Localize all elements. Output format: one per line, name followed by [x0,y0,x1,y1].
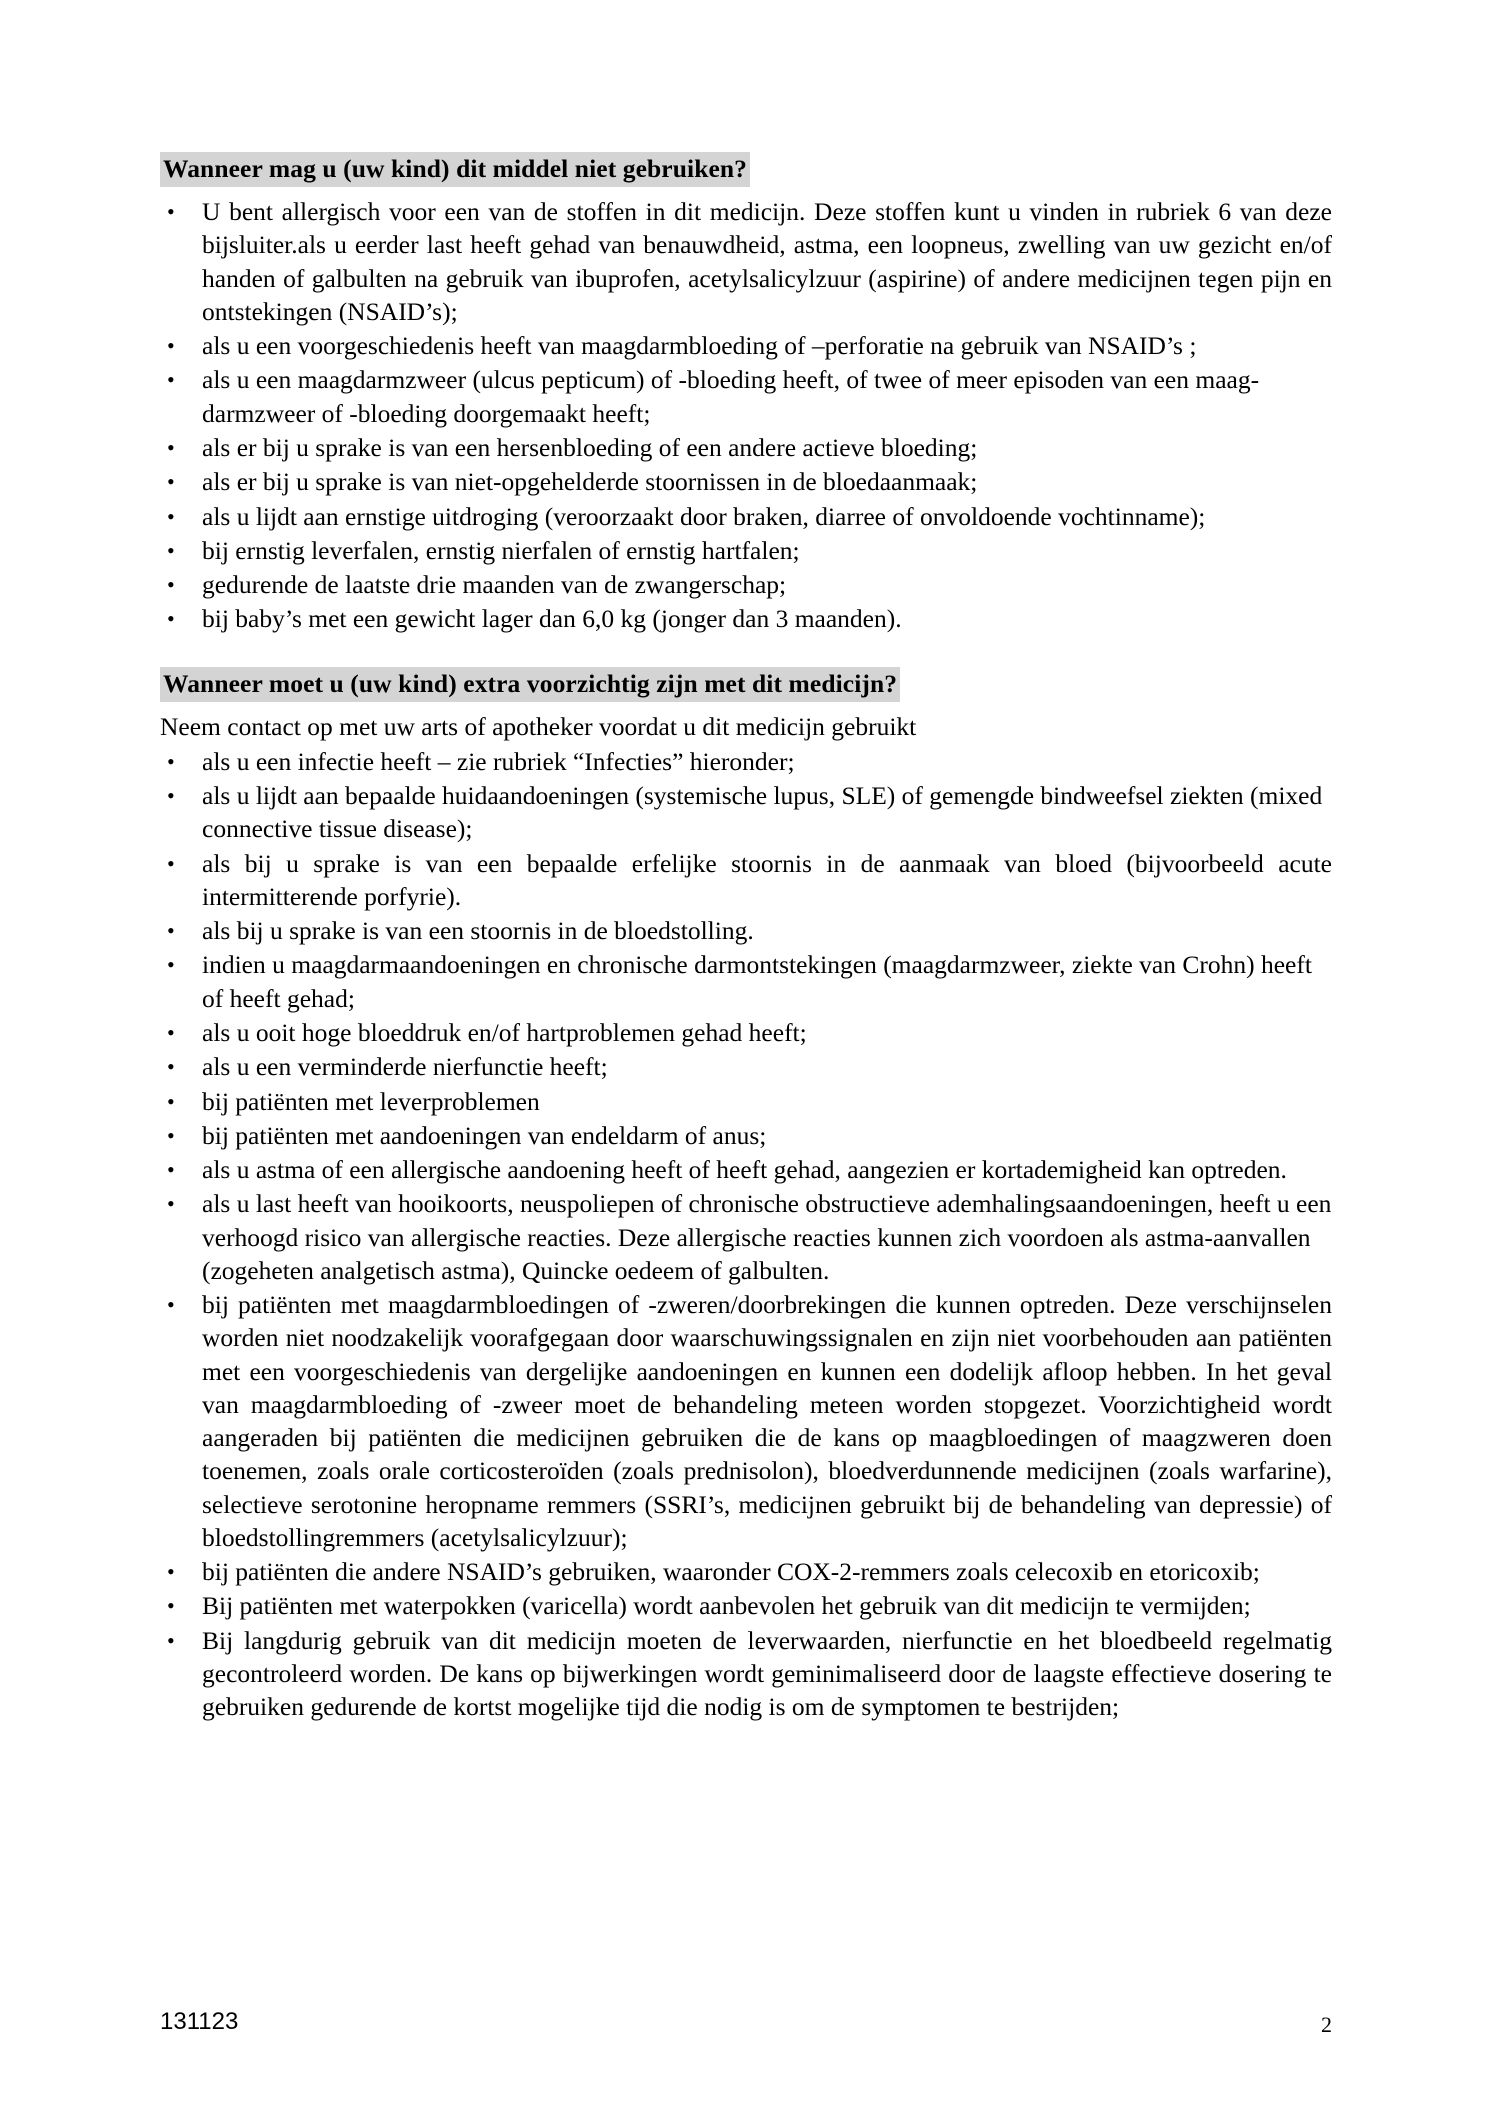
page-footer [160,2010,1332,2044]
list-item: • als bij u sprake is van een stoornis in de bloedstolling. [160,914,1332,947]
list-item: • bij baby’s met een gewicht lager dan 6,0 kg (jonger dan 3 maanden). [160,602,1332,635]
list-item: • bij patiënten met leverproblemen [160,1085,1332,1118]
footer-page-number: 2 [1321,2012,1332,2037]
list-item: • als u ooit hoge bloeddruk en/of hartproblemen gehad heeft; [160,1016,1332,1049]
list-item: • als u een voorgeschiedenis heeft van maagdarmbloeding of –perforatie na gebruik van NSAID’s ; [160,329,1332,362]
section-heading-contraindications: Wanneer mag u (uw kind) dit middel niet gebruiken? [160,152,750,187]
list-item: • U bent allergisch voor een van de stoffen in dit medicijn. Deze stoffen kunt u vinden in rubriek 6 van deze bijsluiter.als u eerder last heeft gehad van benauwdheid, astma, een loopneus, zwelling van uw gezicht en/of handen of galbulten na gebruik van ibuprofen, acetylsalicylzuur (aspirine) of andere medicijnen tegen pijn en ontstekingen (NSAID’s); [160,195,1332,328]
section-heading-warnings: Wanneer moet u (uw kind) extra voorzichtig zijn met dit medicijn? [160,667,900,702]
list-item: • bij patiënten met aandoeningen van endeldarm of anus; [160,1119,1332,1152]
footer-document-code: 131123 [160,2008,239,2035]
warnings-list [160,745,1332,1724]
list-item: • bij patiënten met maagdarmbloedingen of -zweren/doorbrekingen die kunnen optreden. Deze verschijnselen worden niet noodzakelijk voorafgegaan door waarschuwingssignalen en zijn niet voorbehouden aan patiënten met een voorgeschiedenis van dergelijke aandoeningen en kunnen een dodelijk afloop hebben. In het geval van maagdarmbloeding of -zweer moet de behandeling meteen worden stopgezet. Voorzichtigheid wordt aangeraden bij patiënten die medicijnen gebruiken die de kans op maagbloedingen of maagzweren doen toenemen, zoals orale corticosteroïden (zoals prednisolon), bloedverdunnende medicijnen (zoals warfarine), selectieve serotonine heropname remmers (SSRI’s, medicijnen gebruikt bij de behandeling van depressie) of bloedstollingremmers (acetylsalicylzuur); [160,1288,1332,1554]
list-item: • als er bij u sprake is van niet-opgehelderde stoornissen in de bloedaanmaak; [160,465,1332,498]
document-content [160,152,1332,1725]
contraindications-list [160,195,1332,635]
list-item: • als u lijdt aan ernstige uitdroging (veroorzaakt door braken, diarree of onvoldoende vochtinname); [160,500,1332,533]
list-item: • als bij u sprake is van een bepaalde erfelijke stoornis in de aanmaak van bloed (bijvoorbeeld acute intermitterende porfyrie). [160,847,1332,914]
list-item: • bij ernstig leverfalen, ernstig nierfalen of ernstig hartfalen; [160,534,1332,567]
list-item: • als er bij u sprake is van een hersenbloeding of een andere actieve bloeding; [160,431,1332,464]
section-warnings [160,667,1332,1724]
list-item: • als u astma of een allergische aandoening heeft of heeft gehad, aangezien er kortademigheid kan optreden. [160,1153,1332,1186]
list-item: • als u een infectie heeft – zie rubriek “Infecties” hieronder; [160,745,1332,778]
list-item: • gedurende de laatste drie maanden van de zwangerschap; [160,568,1332,601]
list-item: • bij patiënten die andere NSAID’s gebruiken, waaronder COX-2-remmers zoals celecoxib en etoricoxib; [160,1555,1332,1588]
list-item: • Bij patiënten met waterpokken (varicella) wordt aanbevolen het gebruik van dit medicijn te vermijden; [160,1589,1332,1622]
list-item: • als u last heeft van hooikoorts, neuspoliepen of chronische obstructieve ademhalingsaandoeningen, heeft u een verhoogd risico van allergische reacties. Deze allergische reacties kunnen zich voordoen als astma-aanvallen (zogeheten analgetisch astma), Quincke oedeem of galbulten. [160,1187,1332,1287]
list-item: • als u een maagdarmzweer (ulcus pepticum) of -bloeding heeft, of twee of meer episoden van een maag-darmzweer of -bloeding doorgemaakt heeft; [160,363,1332,430]
list-item: • Bij langdurig gebruik van dit medicijn moeten de leverwaarden, nierfunctie en het bloedbeeld regelmatig gecontroleerd worden. De kans op bijwerkingen wordt geminimaliseerd door de laagste effectieve dosering te gebruiken gedurende de kortst mogelijke tijd die nodig is om de symptomen te bestrijden; [160,1624,1332,1724]
list-item: • indien u maagdarmaandoeningen en chronische darmontstekingen (maagdarmzweer, ziekte van Crohn) heeft of heeft gehad; [160,948,1332,1015]
section-spacer [160,637,1332,667]
section-contraindications [160,152,1332,636]
warnings-intro-text: Neem contact op met uw arts of apotheker voordat u dit medicijn gebruikt [160,711,917,741]
list-item: • als u lijdt aan bepaalde huidaandoeningen (systemische lupus, SLE) of gemengde bindweefsel ziekten (mixed connective tissue disease); [160,779,1332,846]
list-item: • als u een verminderde nierfunctie heeft; [160,1050,1332,1083]
